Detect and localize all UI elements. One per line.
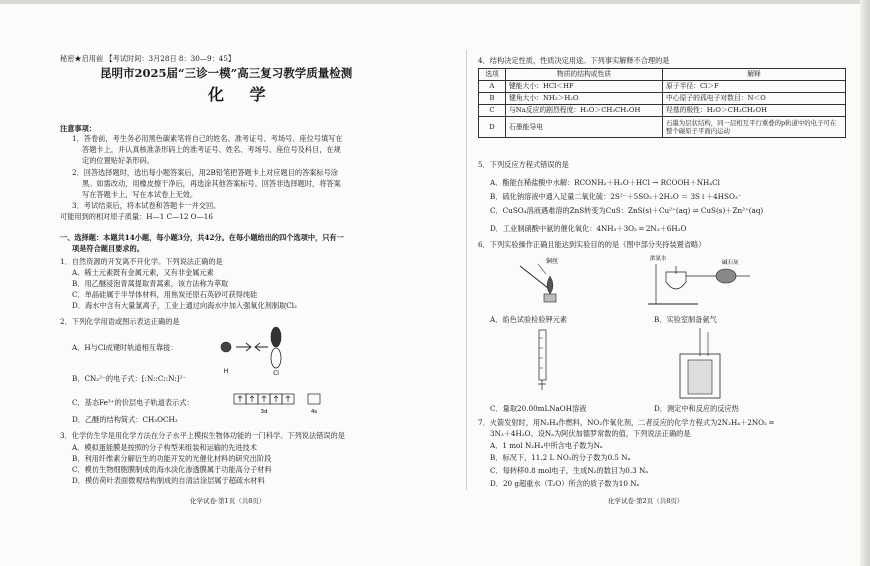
question-2-option-b: B．CN₂²⁻的电子式：[:N::C::N:]²⁻ (72, 374, 187, 383)
flame-test-figure (508, 254, 588, 306)
question-7-option: C．每转移0.8 mol电子，生成N₂的数目为0.3 Nₐ (490, 466, 649, 475)
table-row (479, 81, 846, 93)
table-cell: C (479, 105, 506, 117)
table-cell: 键角大小：NH₃＞H₂O (506, 93, 663, 105)
question-1-stem: 1．自然资源的开发离不开化学。下列说法正确的是 (60, 257, 223, 266)
question-7-stem-cont: 3N₂＋4H₂O。设Nₐ为阿伏加德罗常数的值，下列说法正确的是 (490, 429, 691, 438)
scan-edge-right (860, 0, 870, 566)
table-header-cell: 物质的结构或性质 (506, 69, 663, 81)
table-row (479, 117, 846, 138)
question-5-option: D．工业制硝酸中氨的催化氧化：4NH₃＋3O₂ ═ 2N₂＋6H₂O (490, 224, 687, 233)
note-line: 写在答题卡上，写在本试卷上无效。 (82, 190, 198, 199)
question-7-option: D．20 g超重水（T₂O）所含的质子数为10 Nₐ (490, 479, 640, 488)
question-6-option-d: D．测定中和反应的反应热 (654, 404, 739, 413)
subject-title: 化 学 (208, 85, 276, 104)
question-5-option: A．酯能在稀盐酸中水解：RCONH₂＋H₂O＋HCl → RCOOH＋NH₄Cl (490, 178, 720, 187)
h-label: H (223, 368, 229, 375)
note-line: 定的位置贴好条形码。 (82, 156, 154, 165)
question-5-option: B．硫化钠溶液中通入足量二氧化硫：2S²⁻＋5SO₂＋2H₂O ＝ 3S↓＋4HSO₃⁻ (490, 192, 742, 201)
question-5-stem: 5．下列反应方程式错误的是 (478, 160, 569, 169)
question-6-option-c: C．量取20.00mLNaOH溶液 (490, 404, 587, 413)
question-7-stem: 7．火箭发射时，用N₂H₄作燃料，NO₂作氧化剂，二者反应的化学方程式为2N₂H₄＋2NO₂ ═ (478, 418, 774, 427)
confidential-header: 秘密★启用前 【考试时间：3月28日 8：30—9：45】 (60, 54, 236, 63)
note-line: 2．回答选择题时，选出每小题答案后，用2B铅笔把答题卡上对应题目的答案标号涂 (72, 168, 338, 177)
question-3-option: D．模仿荷叶表面微观结构制成的自清洁涂层属于超疏水材料 (72, 476, 265, 485)
cl-label: Cl (273, 370, 279, 377)
section-1-heading-cont: 项是符合题目要求的。 (72, 244, 144, 253)
column-divider (466, 50, 467, 490)
question-2-option-d: D．乙醚的结构简式：CH₃OCH₃ (72, 415, 178, 424)
table-cell: D (479, 117, 506, 138)
table-row (479, 93, 846, 105)
question-2-stem: 2．下列化学用语或图示表达正确的是 (60, 317, 180, 326)
exam-title: 昆明市2025届“三诊一模”高三复习教学质量检测 (100, 66, 353, 80)
question-7-option: A．1 mol N₂H₄中所含电子数为Nₐ (490, 441, 603, 450)
3d-label: 3d (260, 409, 268, 415)
table-row (479, 105, 846, 117)
note-line: 答题卡上，并认真核准条形码上的准考证号、姓名、考场号、座位号及科目，在规 (82, 145, 341, 154)
question-1-option: D．海水中含有大量氯离子，工业上通过向海水中加入强氧化剂制取Cl₂ (72, 301, 297, 310)
note-line: 1．答卷前，考生务必用黑色碳素笔将自己的姓名、准考证号、考场号、座位号填写在 (72, 134, 343, 143)
table-cell: B (479, 93, 506, 105)
note-line: 3．考试结束后，将本试卷和答题卡一并交回。 (72, 201, 221, 210)
4s-label: 4s (310, 409, 318, 415)
table-cell: 羟基的极性：H₂O＞CH₃CH₂OH (663, 105, 846, 117)
notes-heading: 注意事项： (60, 124, 96, 133)
table-header-cell: 解释 (663, 69, 846, 81)
page-2-footer: 化学试卷·第2页（共8页） (608, 497, 684, 505)
table-cell: 石墨能导电 (506, 117, 663, 138)
question-5-option: C．CuSO₄溶液遇难溶的ZnS转变为CuS：ZnS(s)＋Cu²⁺(aq) ⇌ CuS(s)＋Zn²⁺(aq) (490, 206, 764, 215)
fe-orbital-diagram (230, 392, 340, 416)
question-2-option-c: C．基态Fe³⁺的价层电子轨道表示式： (72, 398, 194, 407)
question-3-stem: 3．化学仿生学是用化学方法在分子水平上模拟生物体功能的一门科学。下列说法错误的是 (60, 431, 345, 440)
table-cell: 原子半径：Cl＞F (663, 81, 846, 93)
question-1-option: C．单晶硅属于半导体材料，用焦炭还原石英砂可获得纯硅 (72, 290, 258, 299)
section-1-heading: 一、选择题：本题共14小题，每小题3分，共42分。在每小题给出的四个选项中，只有一 (60, 233, 344, 242)
question-3-option: A．模拟蛋能膜是按照的分子构型来组装和运输的先进技术 (72, 443, 257, 452)
question-3-option: C．模仿生物细胞膜制成的海水淡化渗透膜属于功能高分子材料 (72, 465, 272, 474)
question-6-option-b: B．实验室制备氨气 (654, 315, 717, 324)
question-1-option: A．稀土元素既有金属元素，又有非金属元素 (72, 268, 214, 277)
orbital-overlap-figure (218, 325, 318, 377)
question-4-stem: 4．结构决定性质，性质决定用途。下列事实解释不合理的是 (478, 56, 670, 65)
table-header-cell: 选项 (479, 69, 506, 81)
note-line: 黑。如需改动，用橡皮擦干净后，再选涂其他答案标号。回答非选择题时，将答案 (82, 179, 341, 188)
burette-figure (528, 328, 558, 400)
question-6-option-a: A．焰色试验检验钾元素 (490, 315, 568, 324)
table-cell: A (479, 81, 506, 93)
question-3-option: B．利用纤维素分解衍生的功能开发的光催化材料的研究出阶段 (72, 454, 272, 463)
ammonia-apparatus-figure (638, 252, 768, 308)
copper-wire-label: 铜丝 (546, 258, 559, 265)
table-cell: 中心原子的孤电子对数目：N＜O (663, 93, 846, 105)
table-cell: 与Na反应的剧烈程度：H₂O＞CH₃CH₂OH (506, 105, 663, 117)
conc-ammonia-label: 浓氨水 (650, 256, 667, 262)
page-2 (478, 0, 850, 566)
page-1-footer: 化学试卷·第1页（共8页） (190, 497, 266, 505)
question-7-option: B．标况下，11.2 L NO₂的分子数为0.5 Nₐ (490, 453, 631, 462)
calorimeter-figure (670, 326, 730, 402)
question-1-option: B．用乙醚浸泡青蒿提取青蒿素，该方法称为萃取 (72, 279, 229, 288)
page-1 (60, 0, 455, 566)
question-6-stem: 6．下列实验操作正确且能达到实验目的的是（图中部分夹持装置省略） (478, 240, 706, 249)
question-2-option-a: A．H与Cl成键时轨道相互靠拢： (72, 343, 178, 352)
question-4-table (478, 68, 846, 138)
table-cell: 石墨为层状结构，同一层相互平行重叠的p轨道中的电子可在整个碳原子平面内运动 (663, 117, 846, 138)
soda-lime-label: 碱石灰 (722, 260, 739, 266)
table-cell: 键能大小：HCl＜HF (506, 81, 663, 93)
atomic-mass-line: 可能用到的相对原子质量：H—1 C—12 O—16 (60, 212, 213, 221)
